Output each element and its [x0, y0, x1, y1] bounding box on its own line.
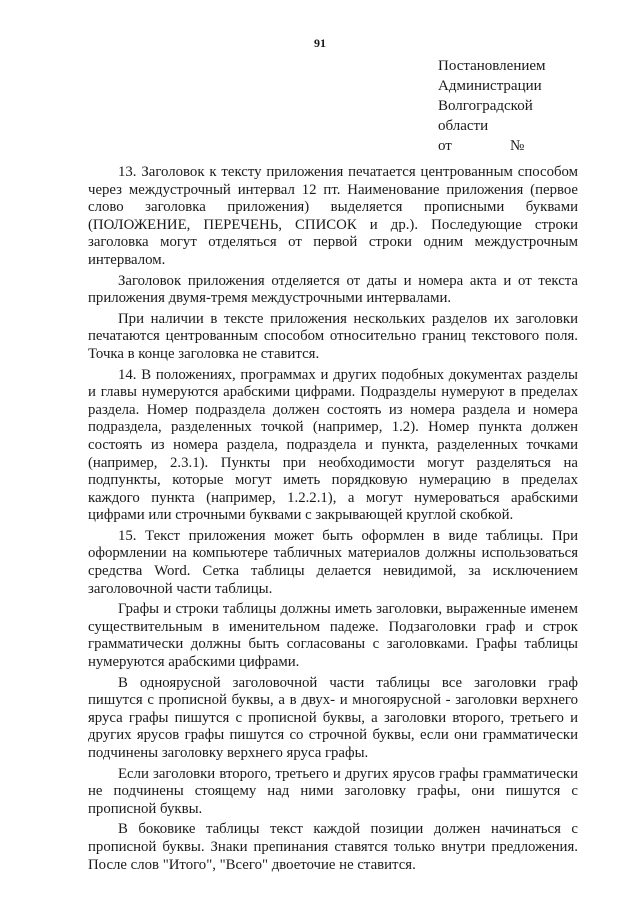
approval-line-resolution: Постановлением — [438, 58, 546, 74]
paragraph-13-heading-rules: 13. Заголовок к тексту приложения печатается центрованным способом через междустрочный интервал 12 пт. Наименование приложения (первое слово заголовка приложения) выделяется прописными буквами (ПОЛОЖЕНИЕ, ПЕРЕЧЕНЬ, СПИСОК и др.). Последующие строки заголовка могут отделяться от первой строки одним междустрочным интервалом. — [88, 164, 578, 268]
document-body — [88, 164, 578, 874]
approval-stamp — [438, 56, 546, 156]
paragraph-multi-tier-headings: Если заголовки второго, третьего и других ярусов графы грамматически не подчинены стоящему над ними заголовку графы, они пишутся с прописной буквы. — [88, 765, 578, 817]
approval-line-oblast: области — [438, 118, 489, 134]
paragraph-stub-column: В боковике таблицы текст каждой позиции должен начинаться с прописной буквы. Знаки препинания ставятся только внутри предложения. После слов "Итого", "Всего" двоеточие не ставится. — [88, 821, 578, 873]
approval-line-region: Волгоградской — [438, 98, 533, 114]
paragraph-15-tables: 15. Текст приложения может быть оформлен в виде таблицы. При оформлении на компьютере табличных материалов должны использоваться средства Word. Сетка таблицы делается невидимой, за исключением заголовочной части таблицы. — [88, 527, 578, 597]
page-number: 91 — [314, 36, 326, 50]
paragraph-14-numbering: 14. В положениях, программах и других подобных документах разделы и главы нумеруются арабскими цифрами. Подразделы нумеруют в пределах раздела. Номер подраздела должен состоять из номера раздела и номера подраздела, разделенных точкой (например, 1.2). Номер пункта должен состоять из номера раздела, подраздела и пункта, разделенных точками (например, 2.3.1). Пункты при необходимости могут разделяться на подпункты, которые могут иметь порядковую нумерацию в пределах каждого пункта (например, 1.2.2.1), а могут нумероваться арабскими цифрами или строчными буквами с закрывающей круглой скобкой. — [88, 366, 578, 524]
approval-number-label: № — [510, 138, 525, 154]
paragraph-heading-spacing: Заголовок приложения отделяется от даты и номера акта и от текста приложения двумя-тремя междустрочными интервалами. — [88, 272, 578, 307]
approval-line-administration: Администрации — [438, 78, 542, 94]
approval-date-number-line — [438, 136, 546, 156]
approval-from-label: от — [438, 138, 452, 154]
paragraph-single-tier-headings: В одноярусной заголовочной части таблицы все заголовки граф пишутся с прописной буквы, а в двух- и многоярусной - заголовки верхнего яруса графы пишутся с прописной буквы, а заголовки второго, третьего и других ярусов графы пишутся со строчной буквы, если они грамматически подчинены заголовку верхнего яруса графы. — [88, 674, 578, 761]
paragraph-section-headings: При наличии в тексте приложения нескольких разделов их заголовки печатаются центрованным способом относительно границ текстового поля. Точка в конце заголовка не ставится. — [88, 310, 578, 362]
paragraph-column-headings: Графы и строки таблицы должны иметь заголовки, выраженные именем существительным в именительном падеже. Подзаголовки граф и строк грамматически должны быть согласованы с заголовками. Графы таблицы нумеруются арабскими цифрами. — [88, 601, 578, 671]
